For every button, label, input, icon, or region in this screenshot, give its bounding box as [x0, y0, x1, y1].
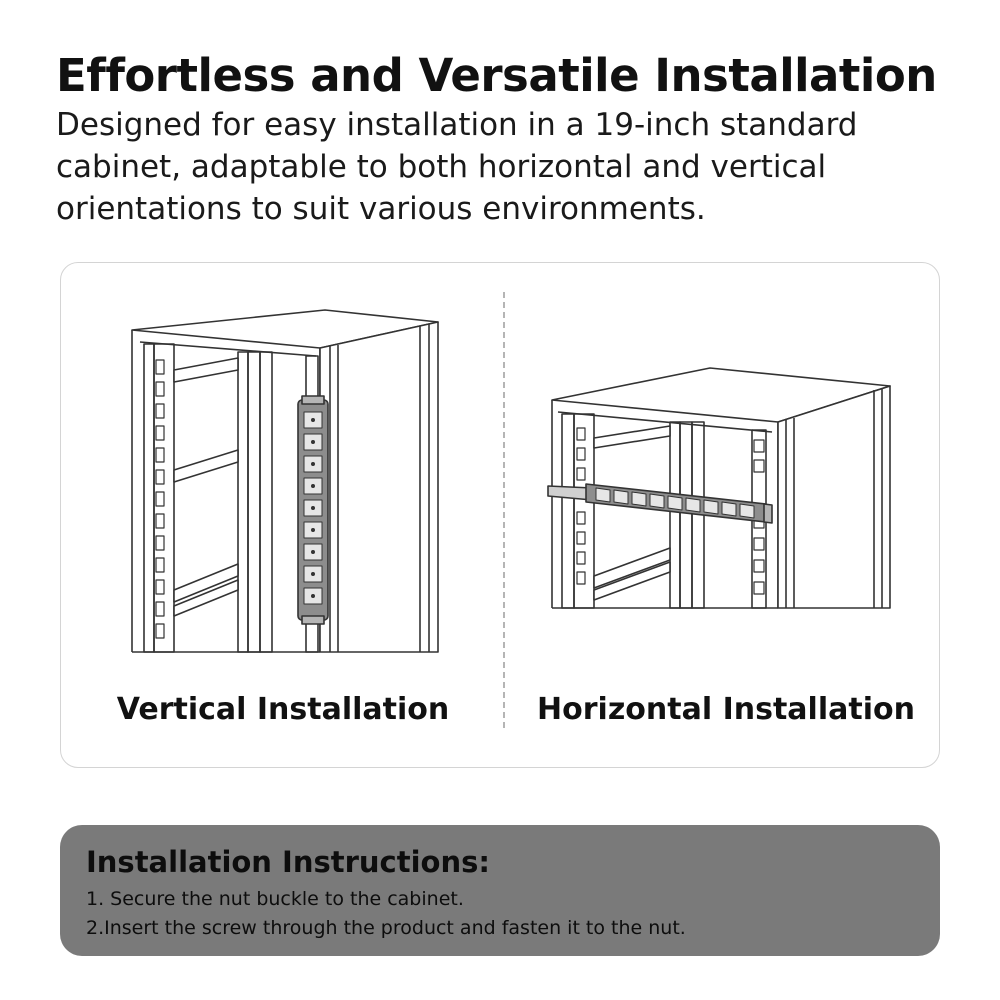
instruction-step-1: 1. Secure the nut buckle to the cabinet.: [86, 888, 464, 910]
horizontal-installation-illustration: [540, 360, 900, 616]
vertical-installation-illustration: [120, 300, 450, 662]
installation-instructions-box: [60, 825, 940, 956]
instruction-step-2: 2.Insert the screw through the product and fasten it to the nut.: [86, 917, 686, 939]
panel-divider: [503, 292, 505, 728]
instructions-title: Installation Instructions:: [86, 845, 490, 879]
page-title: Effortless and Versatile Installation: [56, 49, 937, 102]
vertical-installation-label: Vertical Installation: [116, 692, 450, 727]
horizontal-installation-label: Horizontal Installation: [537, 692, 915, 727]
page-subtitle: Designed for easy installation in a 19-inch standard cabinet, adaptable to both horizontal and vertical orientations to suit various environments.: [56, 107, 858, 227]
